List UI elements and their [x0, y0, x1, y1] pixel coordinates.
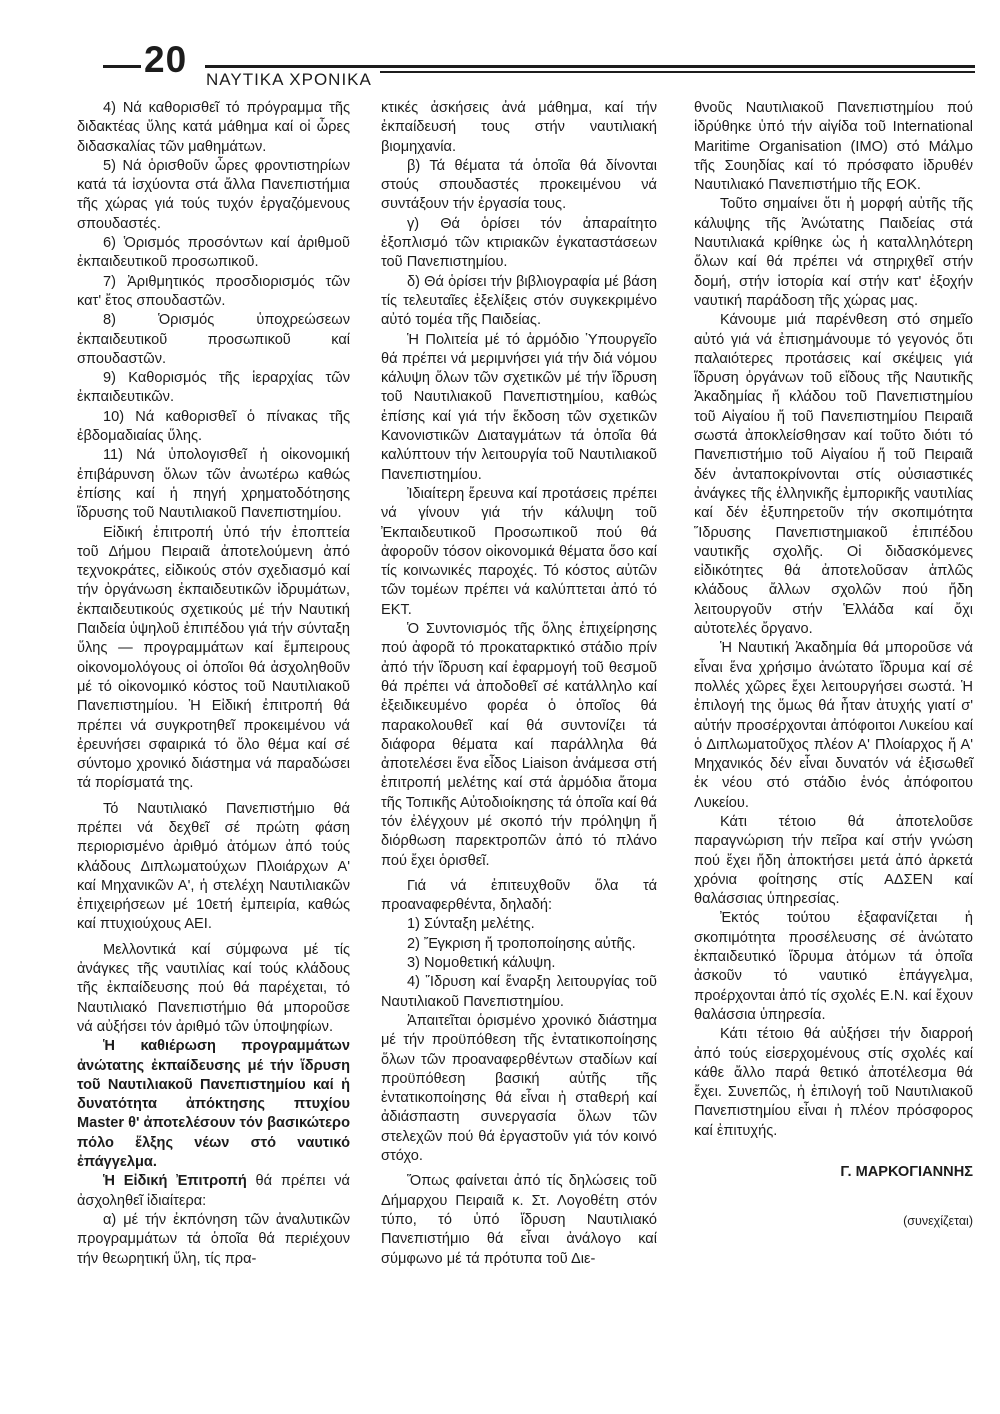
paragraph: Ἰδιαίτερη ἔρευνα καί προτάσεις πρέπει νά γίνουν γιά τήν κάλυψη τοῦ Ἐκπαιδευτικοῦ Προσωπικοῦ πού θά ἀφοροῦν τόσον οἰκονομικά θέματα ὅσο καί τίς κοινωνικές παροχές. Τό κόστος αὐτῶν τῶν τομέων πρέπει νά καλύπτεται ἀπό τό ΕΚΤ. — [381, 485, 657, 618]
page-header — [0, 0, 1000, 100]
paragraph: 7) Ἀριθμητικός προσδιορισμός τῶν κατ' ἔτος σπουδαστῶν. — [77, 273, 350, 309]
list-item: 2) Ἔγκριση ἤ τροποποίησης αὐτῆς. — [407, 935, 636, 952]
paragraph: Γιά νά ἐπιτευχθοῦν ὅλα τά προαναφερθέντα, δηλαδή: — [381, 877, 657, 914]
article-column-1 — [77, 99, 350, 1269]
continued-note: (συνεχίζεται) — [903, 1214, 973, 1229]
paragraph: α) μέ τήν ἐκπόνηση τῶν ἀναλυτικῶν προγραμμάτων τά ὁποῖα θά περιέχουν τήν θεωρητική ὕλη, τίς πρα- — [77, 1211, 350, 1267]
paragraph-text: θά πρέπει νά ἀσχοληθεῖ ἰδιαίτερα: — [77, 1173, 350, 1209]
paragraph: Ὅπως φαίνεται ἀπό τίς δηλώσεις τοῦ Δήμαρχου Πειραιᾶ κ. Στ. Λογοθέτη στόν τύπο, τό ὑπό ἵδρυση Ναυτιλιακό Πανεπιστήμιο θά εἶναι ἀνάλογο καί σύμφωνο μέ τά πρότυπα τοῦ Διε- — [381, 1173, 657, 1267]
paragraph: Ἡ Ναυτική Ἀκαδημία θά μποροῦσε νά εἶναι ἕνα χρήσιμο ἀνώτατο ἵδρυμα καί σέ πολλές χῶρες ἔχει λειτουργήσει σωστά. Ἡ ἐπιλογή της ὅμως θά ἦταν ἀτυχής γιατί σ' αὐτήν προσέρχονται ἀπόφοιτοι Λυκείου καί ὁ Διπλωματοῦχος πλέον Α' Πλοίαρχος ἤ Α' Μηχανικός δέν εἶναι δυνατόν νά ἐξισωθεῖ ἐκ νέου στό στάδιο ἑνός ἀπόφοιτου Λυκείου. — [694, 640, 973, 811]
paragraph: Μελλοντικά καί σύμφωνα μέ τίς ἀνάγκες τῆς ναυτιλίας καί τούς κλάδους τῆς ἐκπαίδευσης πού θά παρέχεται, τό Ναυτιλιακό Πανεπιστήμιο θά μποροῦσε νά αὐξήσει τόν ἀριθμό τῶν ὑποψηφίων. — [77, 941, 350, 1035]
paragraph: Ὁ Συντονισμός τῆς ὅλης ἐπιχείρησης πού ἀφορᾶ τό προκαταρκτικό στάδιο πρίν ἀπό τήν ἵδρυση καί ἐφαρμογή τοῦ θεσμοῦ θά πρέπει νά ἀποδοθεῖ σέ κατάλληλο καί ἐξειδικευμένο φορέα ὁ ὁποῖος θά παρακολουθεῖ καί θά συντονίζει τά διάφορα θέματα καί παράλληλα θά ἀποτελέσει ἕνα εἶδος Liaison ἀνάμεσα στή ἐπιτροπή μελέτης καί στά ἁρμόδια ἄτομα τῆς Τοπικῆς Αὐτοδιοίκησης τά ὁποῖα καί θά τόν ἐλέγχουν μέ σκοπό τήν πρόληψη ἤ διόρθωση παρεκτροπῶν ἀπό τό πλάνο πού ἔχει ὁρισθεῖ. — [381, 621, 657, 869]
page-number: 20 — [144, 39, 188, 80]
header-rule-left — [103, 65, 141, 68]
header-rule-right-lower — [380, 71, 975, 73]
list-item: 4) Ἵδρυση καί ἔναρξη λειτουργίας τοῦ Ναυτιλιακοῦ Πανεπιστημίου. — [381, 974, 657, 1010]
paragraph: Τό Ναυτιλιακό Πανεπιστήμιο θά πρέπει νά δεχθεῖ σέ πρώτη φάση περιορισμένο ἀριθμό ἀτόμων ἀπό τούς κλάδους Διπλωματούχων Πλοιάρχων Α' καί Μηχανικῶν Α', ἡ στελέχη Ναυτιλιακῶν ἐπιχειρήσεων μέ 10ετή ἐμπειρία, καθώς καί πτυχιούχους ΑΕΙ. — [77, 800, 350, 933]
paragraph: 10) Νά καθορισθεῖ ὁ πίνακας τῆς ἑβδομαδιαίας ὕλης. — [77, 408, 350, 445]
paragraph: 9) Καθορισμός τῆς ἱεραρχίας τῶν ἐκπαιδευτικῶν. — [77, 370, 350, 406]
paragraph: Κάτι τέτοιο θά αὐξήσει τήν διαρροή ἀπό τούς εἰσερχομένους στίς σχολές καί κάθε ἄλλο παρά θετικό ἀποτέλεσμα θά ἔχει. Συνεπῶς, ἡ ἐπιλογή τοῦ Ναυτιλιακοῦ Πανεπιστημίου εἶναι ἡ πλέον πρόσφορος καί ἐπιτυχής. — [694, 1026, 973, 1139]
committee-emphasis: Ἡ Εἰδική Ἐπιτροπή — [103, 1173, 247, 1190]
paragraph — [77, 1172, 350, 1211]
header-rule-right — [205, 65, 975, 68]
list-item: 1) Σύνταξη μελέτης. — [407, 916, 535, 933]
paragraph: Κάτι τέτοιο θά ἀποτελοῦσε παραγνώριση τήν πεῖρα καί στήν γνώση πού ἔχει ἤδη ἀποκτήσει μετά ἀπό ἀρκετά χρόνια φοίτησης στίς ΑΔΣΕΝ καί θαλάσσιας ὑπηρεσίας. — [694, 813, 973, 908]
article-column-2 — [381, 99, 657, 1269]
paragraph: 5) Νά ὁρισθοῦν ὧρες φροντιστηρίων κατά τά ἰσχύοντα στά ἄλλα Πανεπιστήμια τῆς χώρας γιά τούς τυχόν ἐργαζόμενους σπουδαστές. — [77, 157, 350, 232]
paragraph: Ἡ Πολιτεία μέ τό ἁρμόδιο Ὑπουργεῖο θά πρέπει νά μεριμνήσει γιά τήν διά νόμου κάλυψη ὅλων τῶν σχετικῶν μέ τήν ἵδρυση τοῦ Ναυτιλιακοῦ Πανεπιστημίου, καθώς ἐπίσης καί γιά τήν ἔκδοση τῶν σχετικῶν Κανονιστικῶν Διαταγμάτων τά ὁποῖα θά καλύπτουν τήν λειτουργία τοῦ Ναυτιλιακοῦ Πανεπιστημίου. — [381, 331, 657, 483]
paragraph: 4) Νά καθορισθεῖ τό πρόγραμμα τῆς διδακτέας ὕλης κατά μάθημα καί οἱ ὧρες διδασκαλίας τῶν μαθημάτων. — [77, 100, 350, 155]
paragraph: 11) Νά ὑπολογισθεῖ ἡ οἰκονομική ἐπιβάρυνση ὅλων τῶν ἀνωτέρω καθώς ἐπίσης καί ἡ πηγή χρηματοδότησης ἵδρυσης τοῦ Ναυτιλιακοῦ Πανεπιστημίου. — [77, 447, 350, 522]
paragraph: θνοῦς Ναυτιλιακοῦ Πανεπιστημίου πού ἱδρύθηκε ὑπό τήν αἰγίδα τοῦ International Maritime Organisation (IMO) στό Μάλμο τῆς Σουηδίας καί τό πρόσφατο ἱδρυθέν Ναυτιλιακό Πανεπιστήμιο τῆς ΕΟΚ. — [694, 100, 973, 194]
paragraph: 8) Ὁρισμός ὑποχρεώσεων ἐκπαιδευτικοῦ προσωπικοῦ καί σπουδαστῶν. — [77, 312, 350, 367]
paragraph: δ) Θά ὁρίσει τήν βιβλιογραφία μέ βάση τίς τελευταῖες ἐξελίξεις στόν συγκεκριμένο αὐτό τομέα τῆς Παιδείας. — [381, 273, 657, 329]
paragraph: 6) Ὁρισμός προσόντων καί ἀριθμοῦ ἐκπαιδευτικοῦ προσωπικοῦ. — [77, 235, 350, 271]
highlighted-paragraph: Ἡ καθιέρωση προγραμμάτων ἀνώτατης ἐκπαίδευσης μέ τήν ἵδρυση τοῦ Ναυτιλιακοῦ Πανεπιστημίου καί ἡ δυνατότητα ἀπόκτησης πτυχίου Master θ' ἀποτελέσουν τόν βασικώτερο πόλο ἕλξης νέων στό ναυτικό ἐπάγγελμα. — [77, 1038, 350, 1171]
paragraph: Τοῦτο σημαίνει ὅτι ἡ μορφή αὐτῆς τῆς κάλυψης τῆς Ἀνώτατης Παιδείας στά Ναυτιλιακά κρίθηκε ὡς ἡ καταλληλότερη ὅλων καί θά πρέπει νά στηριχθεῖ στήν δομή, στήν ἱστορία καί στήν κατ' ἐξοχήν ναυτική παράδοση τῆς χώρας μας. — [694, 196, 973, 309]
paragraph: κτικές ἀσκήσεις ἀνά μάθημα, καί τήν ἐκπαίδευσή τους στήν ναυτιλιακή βιομηχανία. — [381, 100, 657, 155]
paragraph: Κάνουμε μιά παρένθεση στό σημεῖο αὐτό γιά νά ἐπισημάνουμε τό γεγονός ὅτι παλαιότερες προτάσεις καί σκέψεις γιά ἵδρυση ὀργάνων τοῦ εἴδους τῆς Ναυτικῆς Ἀκαδημίας ἤ κλάδου τοῦ Πανεπιστημίου τοῦ Αἰγαίου ἤ τοῦ Πανεπιστημίου Πειραιᾶ σωστά ἀποκλείσθησαν καί τοῦτο διότι τό Πανεπιστήμιο τοῦ Αἰγαίου ἤ τοῦ Πειραιᾶ δέν ἀνταποκρίνονται στίς οὐσιαστικές ἀνάγκες τῆς ἑλληνικῆς ἐμπορικῆς ναυτιλίας καί δέν ἐξυπηρετοῦν τήν σκοπιμότητα Ἵδρυσης Πανεπιστημιακοῦ ἐπιπέδου ναυτικῆς σχολῆς. Οἱ διδασκόμενες εἰδικότητες θά ἀποτελοῦσαν ἁπλῶς κλάδους ἄλλων σχολῶν πού ἤδη λειτουργοῦν στήν Ἑλλάδα καί ὄχι αὐτοτελές ὄργανο. — [694, 312, 973, 638]
author-signature: Γ. ΜΑΡΚΟΓΙΑΝΝΗΣ — [840, 1164, 973, 1181]
article-column-3 — [694, 99, 973, 1232]
paragraph: Ἐκτός τούτου ἐξαφανίζεται ἡ σκοπιμότητα προσέλευσης σέ ἀνώτατο ἐκπαιδευτικό ἵδρυμα ἀτόμων τά ὁποῖα ἀσκοῦν τό ναυτικό ἐπάγγελμα, προέρχονται ἀπό τίς σχολές Ε.Ν. καί ἔχουν θαλάσσια ὑπηρεσία. — [694, 910, 973, 1023]
paragraph: β) Τά θέματα τά ὁποῖα θά δίνονται στούς σπουδαστές προκειμένου νά συντάξουν τήν ἐργασία τους. — [381, 157, 657, 213]
list-item: 3) Νομοθετική κάλυψη. — [407, 955, 556, 972]
paragraph: γ) Θά ὁρίσει τόν ἀπαραίτητο ἐξοπλισμό τῶν κτιριακῶν ἐγκαταστάσεων τοῦ Πανεπιστημίου. — [381, 215, 657, 271]
magazine-title: ΝΑΥΤΙΚΑ ΧΡΟΝΙΚΑ — [206, 70, 372, 89]
paragraph: Ἀπαιτεῖται ὁρισμένο χρονικό διάστημα μέ τήν προϋπόθεση τῆς ἐντατικοποίησης ὅλων τῶν προαναφερθέντων σταδίων καί προϋπόθεση βασική αὐτῆς τῆς ἐντατικοποίησης θά εἶναι ἡ σταθερή καί ἀδιάσπαστη συνεργασία ὅλων τῶν στελεχῶν πού θά ἐργαστοῦν γιά τόν κοινό στόχο. — [381, 1012, 657, 1165]
paragraph: Εἰδική ἐπιτροπή ὑπό τήν ἐποπτεία τοῦ Δήμου Πειραιᾶ ἀποτελούμενη ἀπό τεχνοκράτες, εἰδικούς στόν σχεδιασμό καί τήν ὀργάνωση ἐκπαιδευτικῶν ἱδρυμάτων, ἐκπαιδευτικούς σχετικούς μέ τήν Ναυτική Παιδεία ὑψηλοῦ ἐπιπέδου γιά τήν σύνταξη ὕλης — προγραμμάτων καί ἔμπειρους οἰκονομολόγους οἱ ὁποῖοι θά ἀσχοληθοῦν μέ τό οἰκονομικό κόστος τοῦ Ναυτιλιακοῦ Πανεπιστημίου. Ἡ Εἰδική ἐπιτροπή θά πρέπει νά συγκροτηθεῖ προκειμένου νά ἐρευνήσει σφαιρικά τό ὅλο θέμα καί σέ σύντομο χρονικό διάστημα νά παραδώσει τά πορίσματά της. — [77, 524, 350, 792]
